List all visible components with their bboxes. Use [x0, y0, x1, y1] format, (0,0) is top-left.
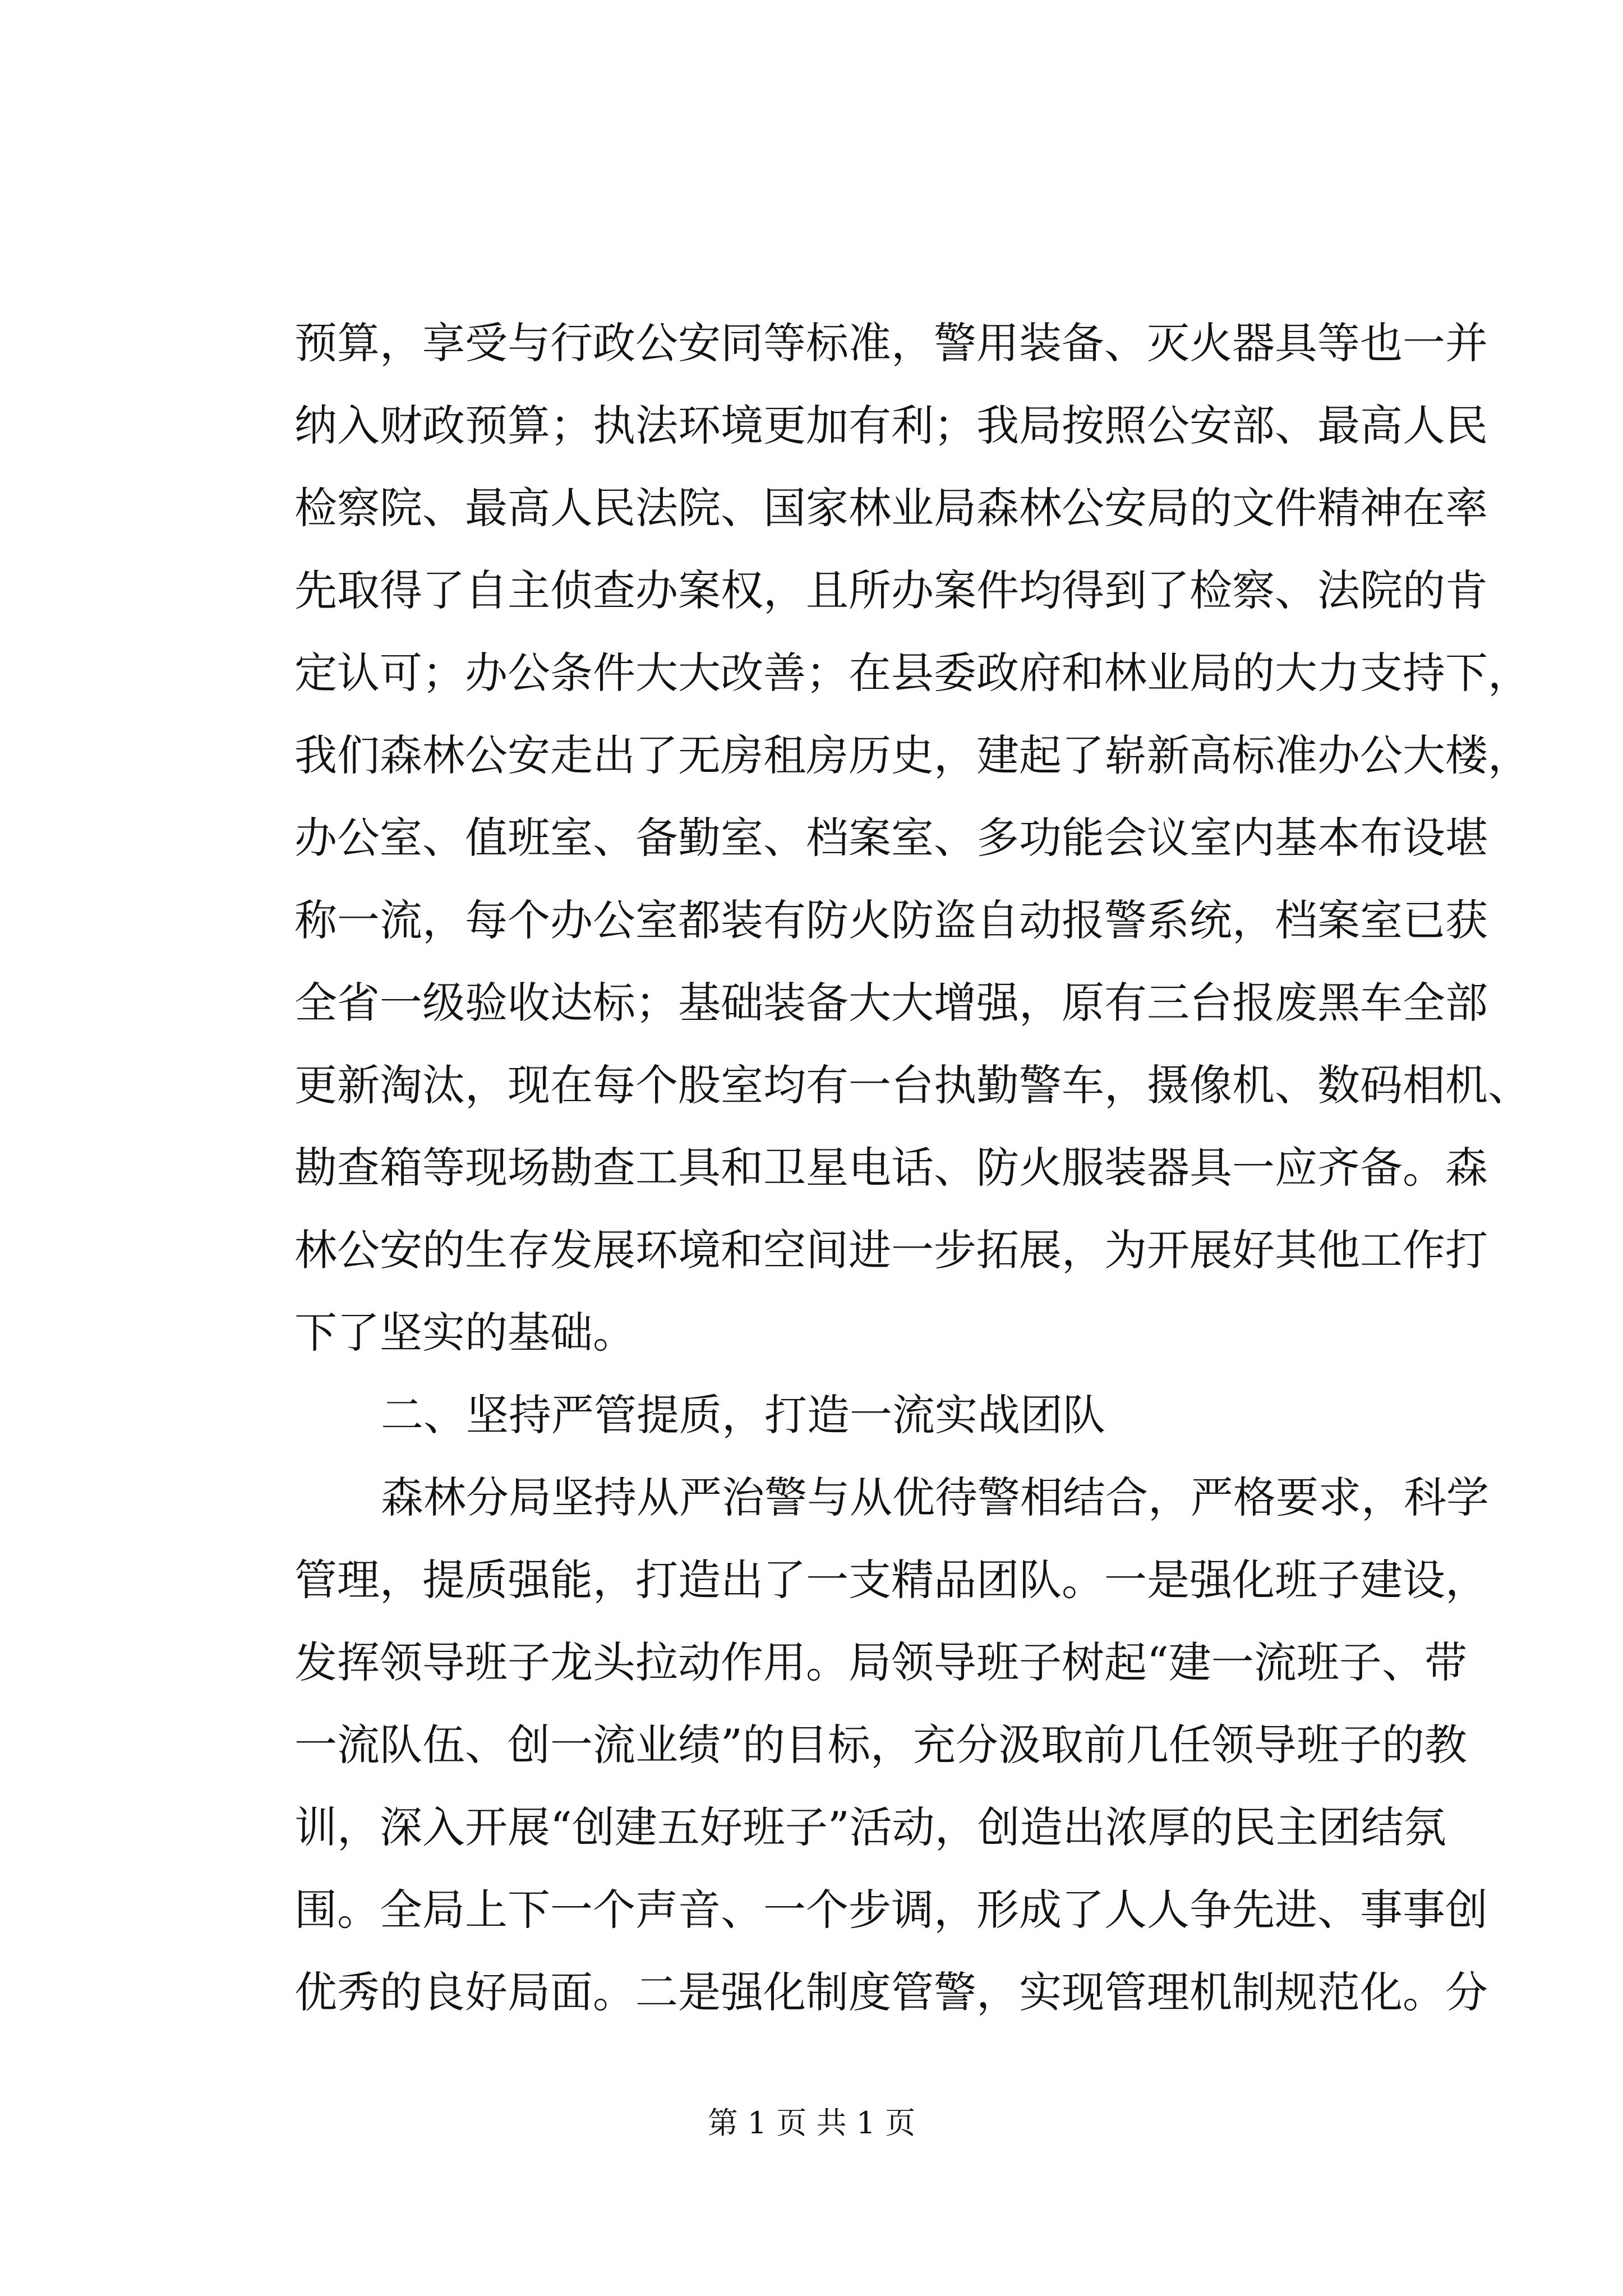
text-line-3: 检察院、最高人民法院、国家林业局森林公安局的文件精神在率 [294, 483, 1488, 533]
text-line-8: 称一流，每个办公室都装有防火防盗自动报警系统，档案室已获 [294, 895, 1488, 945]
text-line-7: 办公室、值班室、备勤室、档案室、多功能会议室内基本布设堪 [294, 813, 1488, 863]
text-line-18: 一流队伍、创一流业绩”的目标，充分汲取前几任领导班子的教 [294, 1720, 1467, 1770]
text-line-1: 预算，享受与行政公安同等标准，警用装备、灭火器具等也一并 [294, 318, 1488, 368]
text-line-12: 林公安的生存发展环境和空间进一步拓展，为开展好其他工作打 [294, 1225, 1488, 1275]
page-number-label: 第 1 页 共 1 页 [707, 2105, 916, 2141]
document-body [294, 302, 1530, 2033]
text-line-13: 下了坚实的基础。 [294, 1308, 635, 1358]
text-line-6: 我们森林公安走出了无房租房历史，建起了崭新高标准办公大楼， [294, 730, 1530, 780]
text-line-21: 优秀的良好局面。二是强化制度管警，实现管理机制规范化。分 [294, 1967, 1488, 2017]
text-line-16: 管理，提质强能，打造出了一支精品团队。一是强化班子建设， [294, 1555, 1488, 1605]
text-line-17: 发挥领导班子龙头拉动作用。局领导班子树起“建一流班子、带 [294, 1637, 1467, 1687]
text-line-19: 训，深入开展“创建五好班子”活动，创造出浓厚的民主团结氛 [294, 1802, 1446, 1852]
page-footer [0, 2104, 1623, 2143]
text-line-10: 更新淘汰，现在每个股室均有一台执勤警车，摄像机、数码相机、 [294, 1060, 1530, 1110]
text-line-4: 先取得了自主侦查办案权，且所办案件均得到了检察、法院的肯 [294, 565, 1488, 615]
text-line-9: 全省一级验收达标；基础装备大大增强，原有三台报废黑车全部 [294, 978, 1488, 1028]
section-heading: 二、坚持严管提质，打造一流实战团队 [381, 1390, 1105, 1440]
text-line-5: 定认可；办公条件大大改善；在县委政府和林业局的大力支持下， [294, 648, 1530, 698]
text-line-20: 围。全局上下一个声音、一个步调，形成了人人争先进、事事创 [294, 1885, 1488, 1935]
text-line-11: 勘查箱等现场勘查工具和卫星电话、防火服装器具一应齐备。森 [294, 1143, 1488, 1193]
text-line-2: 纳入财政预算；执法环境更加有利；我局按照公安部、最高人民 [294, 401, 1488, 450]
text-line-15: 森林分局坚持从严治警与从优待警相结合，严格要求，科学 [381, 1473, 1489, 1522]
